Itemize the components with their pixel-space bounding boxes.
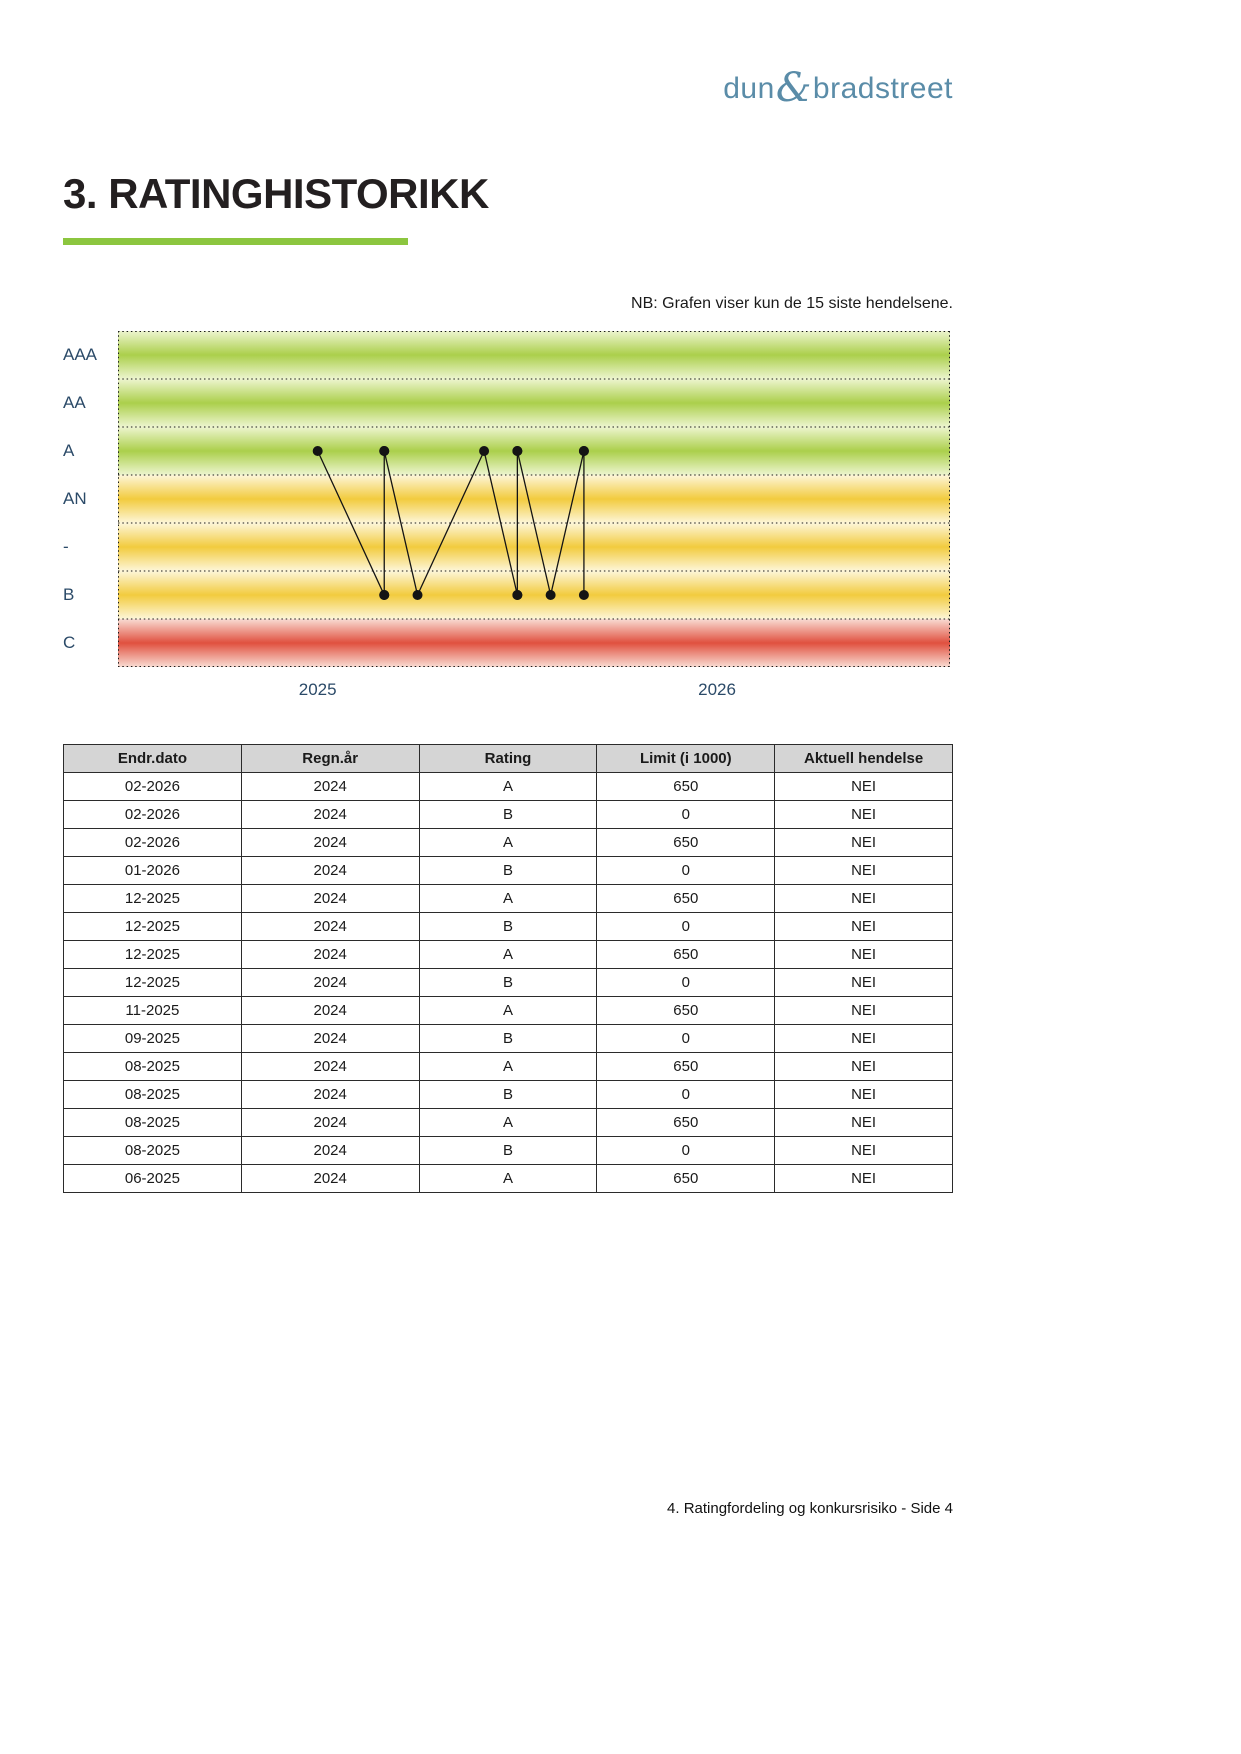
rating-band-AN xyxy=(118,475,950,523)
rating-band-- xyxy=(118,523,950,571)
y-axis-labels xyxy=(63,331,118,710)
table-cell: NEI xyxy=(775,773,953,801)
table-cell: 650 xyxy=(597,773,775,801)
table-header-row xyxy=(64,745,953,773)
table-cell: B xyxy=(419,857,597,885)
table-cell: 12-2025 xyxy=(64,941,242,969)
rating-event-dot xyxy=(413,590,423,600)
table-cell: B xyxy=(419,1137,597,1165)
table-cell: 2024 xyxy=(241,997,419,1025)
table-cell: 650 xyxy=(597,1053,775,1081)
table-cell: 12-2025 xyxy=(64,885,242,913)
table-row xyxy=(64,857,953,885)
rating-event-dot xyxy=(379,446,389,456)
table-cell: 2024 xyxy=(241,1165,419,1193)
table-cell: 08-2025 xyxy=(64,1109,242,1137)
plot-area xyxy=(118,331,950,710)
table-cell: 0 xyxy=(597,857,775,885)
table-cell: A xyxy=(419,941,597,969)
table-row xyxy=(64,997,953,1025)
rating-event-dot xyxy=(546,590,556,600)
table-cell: 650 xyxy=(597,1165,775,1193)
table-cell: 2024 xyxy=(241,1081,419,1109)
table-cell: B xyxy=(419,1025,597,1053)
table-header-cell: Regn.år xyxy=(241,745,419,773)
table-cell: 02-2026 xyxy=(64,801,242,829)
table-cell: 0 xyxy=(597,1137,775,1165)
table-body xyxy=(64,773,953,1193)
y-axis-label: AA xyxy=(63,393,86,412)
table-cell: A xyxy=(419,1053,597,1081)
table-cell: A xyxy=(419,773,597,801)
table-cell: 2024 xyxy=(241,829,419,857)
table-cell: NEI xyxy=(775,1137,953,1165)
chart-canvas xyxy=(118,331,950,667)
title-underline xyxy=(63,238,408,245)
rating-history-table xyxy=(63,744,953,1193)
table-cell: 02-2026 xyxy=(64,829,242,857)
table-cell: 02-2026 xyxy=(64,773,242,801)
table-cell: 2024 xyxy=(241,1053,419,1081)
x-axis-label: 2025 xyxy=(298,680,337,699)
table-cell: NEI xyxy=(775,1025,953,1053)
y-axis-label: AAA xyxy=(63,345,98,364)
rating-event-dot xyxy=(579,590,589,600)
table-cell: 2024 xyxy=(241,857,419,885)
rating-event-dot xyxy=(479,446,489,456)
table-row xyxy=(64,941,953,969)
y-axis-label: AN xyxy=(63,489,87,508)
table-cell: A xyxy=(419,1165,597,1193)
rating-band-B xyxy=(118,571,950,619)
logo-word-dun: dun xyxy=(723,72,775,105)
table-cell: 08-2025 xyxy=(64,1081,242,1109)
table-header-cell: Aktuell hendelse xyxy=(775,745,953,773)
table-cell: 2024 xyxy=(241,941,419,969)
table-cell: 0 xyxy=(597,1081,775,1109)
table-cell: NEI xyxy=(775,1165,953,1193)
table-row xyxy=(64,801,953,829)
rating-event-dot xyxy=(313,446,323,456)
rating-band-AAA xyxy=(118,331,950,379)
table-cell: B xyxy=(419,969,597,997)
x-axis-labels xyxy=(118,680,950,710)
table-row xyxy=(64,1109,953,1137)
table-cell: 09-2025 xyxy=(64,1025,242,1053)
table-row xyxy=(64,1053,953,1081)
table-cell: 06-2025 xyxy=(64,1165,242,1193)
table-cell: NEI xyxy=(775,885,953,913)
table-row xyxy=(64,1025,953,1053)
table-cell: B xyxy=(419,801,597,829)
y-axis-label: B xyxy=(63,585,75,604)
dnb-logo: dun & bradstreet xyxy=(723,65,953,111)
table-cell: 650 xyxy=(597,829,775,857)
table-cell: 2024 xyxy=(241,969,419,997)
rating-event-dot xyxy=(512,590,522,600)
table-cell: 650 xyxy=(597,997,775,1025)
table-cell: 01-2026 xyxy=(64,857,242,885)
chart-note: NB: Grafen viser kun de 15 siste hendelsene. xyxy=(631,295,953,312)
table-cell: 0 xyxy=(597,1025,775,1053)
table-cell: 11-2025 xyxy=(64,997,242,1025)
rating-event-dot xyxy=(579,446,589,456)
table-cell: 08-2025 xyxy=(64,1137,242,1165)
table-header-cell: Endr.dato xyxy=(64,745,242,773)
table-cell: A xyxy=(419,1109,597,1137)
table-cell: 2024 xyxy=(241,885,419,913)
table-cell: 0 xyxy=(597,913,775,941)
table-cell: NEI xyxy=(775,1109,953,1137)
table-cell: B xyxy=(419,1081,597,1109)
table-cell: 650 xyxy=(597,885,775,913)
table-row xyxy=(64,1137,953,1165)
table-cell: NEI xyxy=(775,941,953,969)
table-cell: 2024 xyxy=(241,773,419,801)
table-cell: NEI xyxy=(775,829,953,857)
rating-band-AA xyxy=(118,379,950,427)
table-row xyxy=(64,829,953,857)
table-cell: 12-2025 xyxy=(64,969,242,997)
table-cell: NEI xyxy=(775,1081,953,1109)
rating-band-A xyxy=(118,427,950,475)
table-header-cell: Limit (i 1000) xyxy=(597,745,775,773)
x-axis-label: 2026 xyxy=(698,680,736,699)
y-axis-label: - xyxy=(63,537,69,556)
y-axis-label: C xyxy=(63,633,76,652)
table-cell: A xyxy=(419,829,597,857)
table-cell: 2024 xyxy=(241,1137,419,1165)
table-cell: 650 xyxy=(597,1109,775,1137)
logo-word-bradstreet: bradstreet xyxy=(812,72,953,105)
rating-band-C xyxy=(118,619,950,667)
table-cell: 2024 xyxy=(241,801,419,829)
table-row xyxy=(64,1165,953,1193)
table-cell: 2024 xyxy=(241,1109,419,1137)
table-row xyxy=(64,969,953,997)
table-cell: 0 xyxy=(597,801,775,829)
table-cell: A xyxy=(419,885,597,913)
table-row xyxy=(64,1081,953,1109)
header xyxy=(63,0,953,112)
table-row xyxy=(64,913,953,941)
table-cell: NEI xyxy=(775,913,953,941)
page-footer: 4. Ratingfordeling og konkursrisiko - Side 4 xyxy=(667,1500,953,1517)
table-cell: 12-2025 xyxy=(64,913,242,941)
rating-history-chart xyxy=(63,331,953,710)
table-cell: 08-2025 xyxy=(64,1053,242,1081)
table-cell: 650 xyxy=(597,941,775,969)
table-cell: NEI xyxy=(775,801,953,829)
table-row xyxy=(64,885,953,913)
table-cell: NEI xyxy=(775,969,953,997)
rating-event-dot xyxy=(379,590,389,600)
table-cell: 0 xyxy=(597,969,775,997)
table-cell: 2024 xyxy=(241,1025,419,1053)
table-cell: 2024 xyxy=(241,913,419,941)
table-cell: NEI xyxy=(775,857,953,885)
table-cell: NEI xyxy=(775,1053,953,1081)
table-header-cell: Rating xyxy=(419,745,597,773)
table-cell: NEI xyxy=(775,997,953,1025)
section-title: 3. RATINGHISTORIKK xyxy=(63,170,489,217)
rating-event-dot xyxy=(512,446,522,456)
table-cell: B xyxy=(419,913,597,941)
y-axis-label: A xyxy=(63,441,75,460)
table-row xyxy=(64,773,953,801)
table-cell: A xyxy=(419,997,597,1025)
